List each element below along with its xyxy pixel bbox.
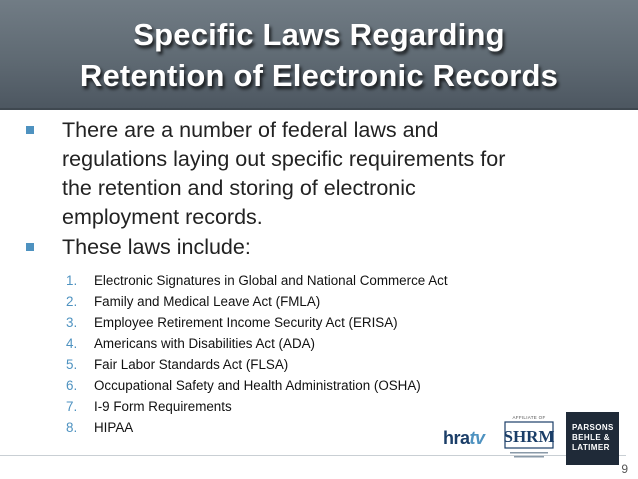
page-number: 9 <box>621 462 628 476</box>
bullet-text-line: These laws include: <box>62 235 251 259</box>
bullet-text-line: regulations laying out specific requirements for <box>62 147 506 171</box>
parsons-logo-line: PARSONS <box>572 423 614 432</box>
list-number: 5. <box>66 357 78 372</box>
list-number: 2. <box>66 294 78 309</box>
bullet-text-line: the retention and storing of electronic <box>62 176 416 200</box>
parsons-logo-line: BEHLE & <box>572 433 610 442</box>
hratv-logo-main: hra <box>443 428 470 448</box>
list-label: I-9 Form Requirements <box>94 399 232 414</box>
list-label: Electronic Signatures in Global and National Commerce Act <box>94 273 448 288</box>
shrm-affiliate-text: AFFILIATE OF <box>512 415 546 420</box>
shrm-tagline-bar <box>510 452 548 454</box>
list-label: Family and Medical Leave Act (FMLA) <box>94 294 321 309</box>
square-bullet-icon <box>26 243 34 251</box>
bullet-text-line: employment records. <box>62 205 263 229</box>
list-number: 3. <box>66 315 78 330</box>
list-label: Occupational Safety and Health Administration (OSHA) <box>94 378 421 393</box>
shrm-name: SHRM <box>503 427 555 446</box>
shrm-tagline-bar <box>514 456 544 458</box>
list-label: Employee Retirement Income Security Act (ERISA) <box>94 315 398 330</box>
list-number: 7. <box>66 399 78 414</box>
hratv-logo-tv: tv <box>469 428 485 448</box>
list-label: HIPAA <box>94 420 134 435</box>
list-number: 4. <box>66 336 78 351</box>
shrm-affiliate-logo <box>502 413 556 465</box>
square-bullet-icon <box>26 126 34 134</box>
list-number: 8. <box>66 420 78 435</box>
bullet-text-line: There are a number of federal laws and <box>62 118 439 142</box>
slide-title-line-1: Specific Laws Regarding <box>133 17 505 52</box>
list-number: 6. <box>66 378 78 393</box>
list-label: Fair Labor Standards Act (FLSA) <box>94 357 289 372</box>
title-bar <box>0 0 638 110</box>
list-label: Americans with Disabilities Act (ADA) <box>94 336 316 351</box>
parsons-behle-latimer-logo <box>566 412 619 465</box>
list-number: 1. <box>66 273 78 288</box>
parsons-logo-line: LATIMER <box>572 443 610 452</box>
slide-title-line-2: Retention of Electronic Records <box>79 58 559 93</box>
hratv-logo <box>443 426 493 450</box>
